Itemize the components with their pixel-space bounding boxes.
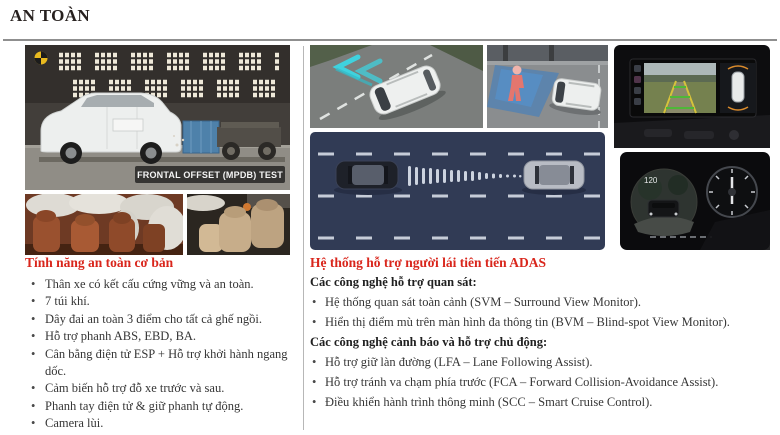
list-item: • Cân bằng điện tử ESP + Hỗ trợ khởi hành ngang dốc. xyxy=(25,346,297,381)
column-divider xyxy=(303,46,304,430)
crash-test-label: FRONTAL OFFSET (MPDB) TEST xyxy=(137,170,283,180)
seat-layout-scene xyxy=(187,194,290,255)
infotainment-screen-photo xyxy=(614,45,770,148)
crash-test-scene xyxy=(25,45,290,190)
cluster-speed-label: 120 xyxy=(644,176,658,185)
subheading-warning: Các công nghệ cảnh báo và hỗ trợ chủ động: xyxy=(310,335,548,349)
smart-cruise-scene xyxy=(310,132,605,250)
top-down-parking-panel xyxy=(720,63,756,113)
following-car xyxy=(522,161,586,195)
lane-assist-scene xyxy=(310,45,483,128)
pedestrian-detection-scene xyxy=(487,45,608,128)
crash-test-caption xyxy=(135,166,285,183)
list-item: • Camera lùi. xyxy=(25,415,297,432)
adas-text-block xyxy=(310,272,775,412)
cluster-scene xyxy=(620,152,770,250)
list-item: • Hệ thống quan sát toàn cảnh (SVM – Surround View Monitor). xyxy=(310,292,775,312)
observation-list xyxy=(310,292,775,332)
list-item: • Hỗ trợ tránh va chạm phía trước (FCA – Forward Collision-Avoidance Assist). xyxy=(310,372,775,392)
list-item: • Hỗ trợ phanh ABS, EBD, BA. xyxy=(25,328,297,345)
list-item: • Hiển thị điểm mù trên màn hình đa thông tin (BVM – Blind-spot View Monitor). xyxy=(310,312,775,332)
cluster-display-photo xyxy=(620,152,770,250)
page-title: AN TOÀN xyxy=(10,6,91,25)
lead-car xyxy=(334,161,402,195)
left-section-heading: Tính năng an toàn cơ bản xyxy=(25,255,174,270)
smart-cruise-illustration xyxy=(310,132,605,250)
title-divider xyxy=(3,39,777,41)
seat-layout-photo xyxy=(187,194,290,255)
list-item: • Dây đai an toàn 3 điểm cho tất cả ghế ngồi. xyxy=(25,311,297,328)
airbag-interior-scene xyxy=(25,194,183,255)
list-item: • Hỗ trợ giữ làn đường (LFA – Lane Following Assist). xyxy=(310,352,775,372)
basic-safety-list xyxy=(25,276,297,433)
pedestrian-detection-photo xyxy=(487,45,608,128)
list-item: • Phanh tay điện tử & giữ phanh tự động. xyxy=(25,398,297,415)
crash-test-photo xyxy=(25,45,290,190)
gauge-dial xyxy=(707,167,757,217)
subheading-observation: Các công nghệ hỗ trợ quan sát: xyxy=(310,275,477,289)
list-item: • 7 túi khí. xyxy=(25,293,297,310)
blind-spot-view-circle xyxy=(631,169,697,236)
lane-assist-photo xyxy=(310,45,483,128)
infotainment-scene xyxy=(614,45,770,148)
list-item: • Thân xe có kết cấu cứng vững và an toàn. xyxy=(25,276,297,293)
airbag-interior-photo xyxy=(25,194,183,255)
list-item: • Cảm biến hỗ trợ đỗ xe trước và sau. xyxy=(25,380,297,397)
warning-list xyxy=(310,352,775,412)
rear-camera-view xyxy=(644,63,716,113)
list-item: • Điều khiển hành trình thông minh (SCC – Smart Cruise Control). xyxy=(310,392,775,412)
crash-dummy-target-icon xyxy=(35,52,48,65)
right-section-heading: Hệ thống hỗ trợ người lái tiên tiến ADAS xyxy=(310,255,547,270)
